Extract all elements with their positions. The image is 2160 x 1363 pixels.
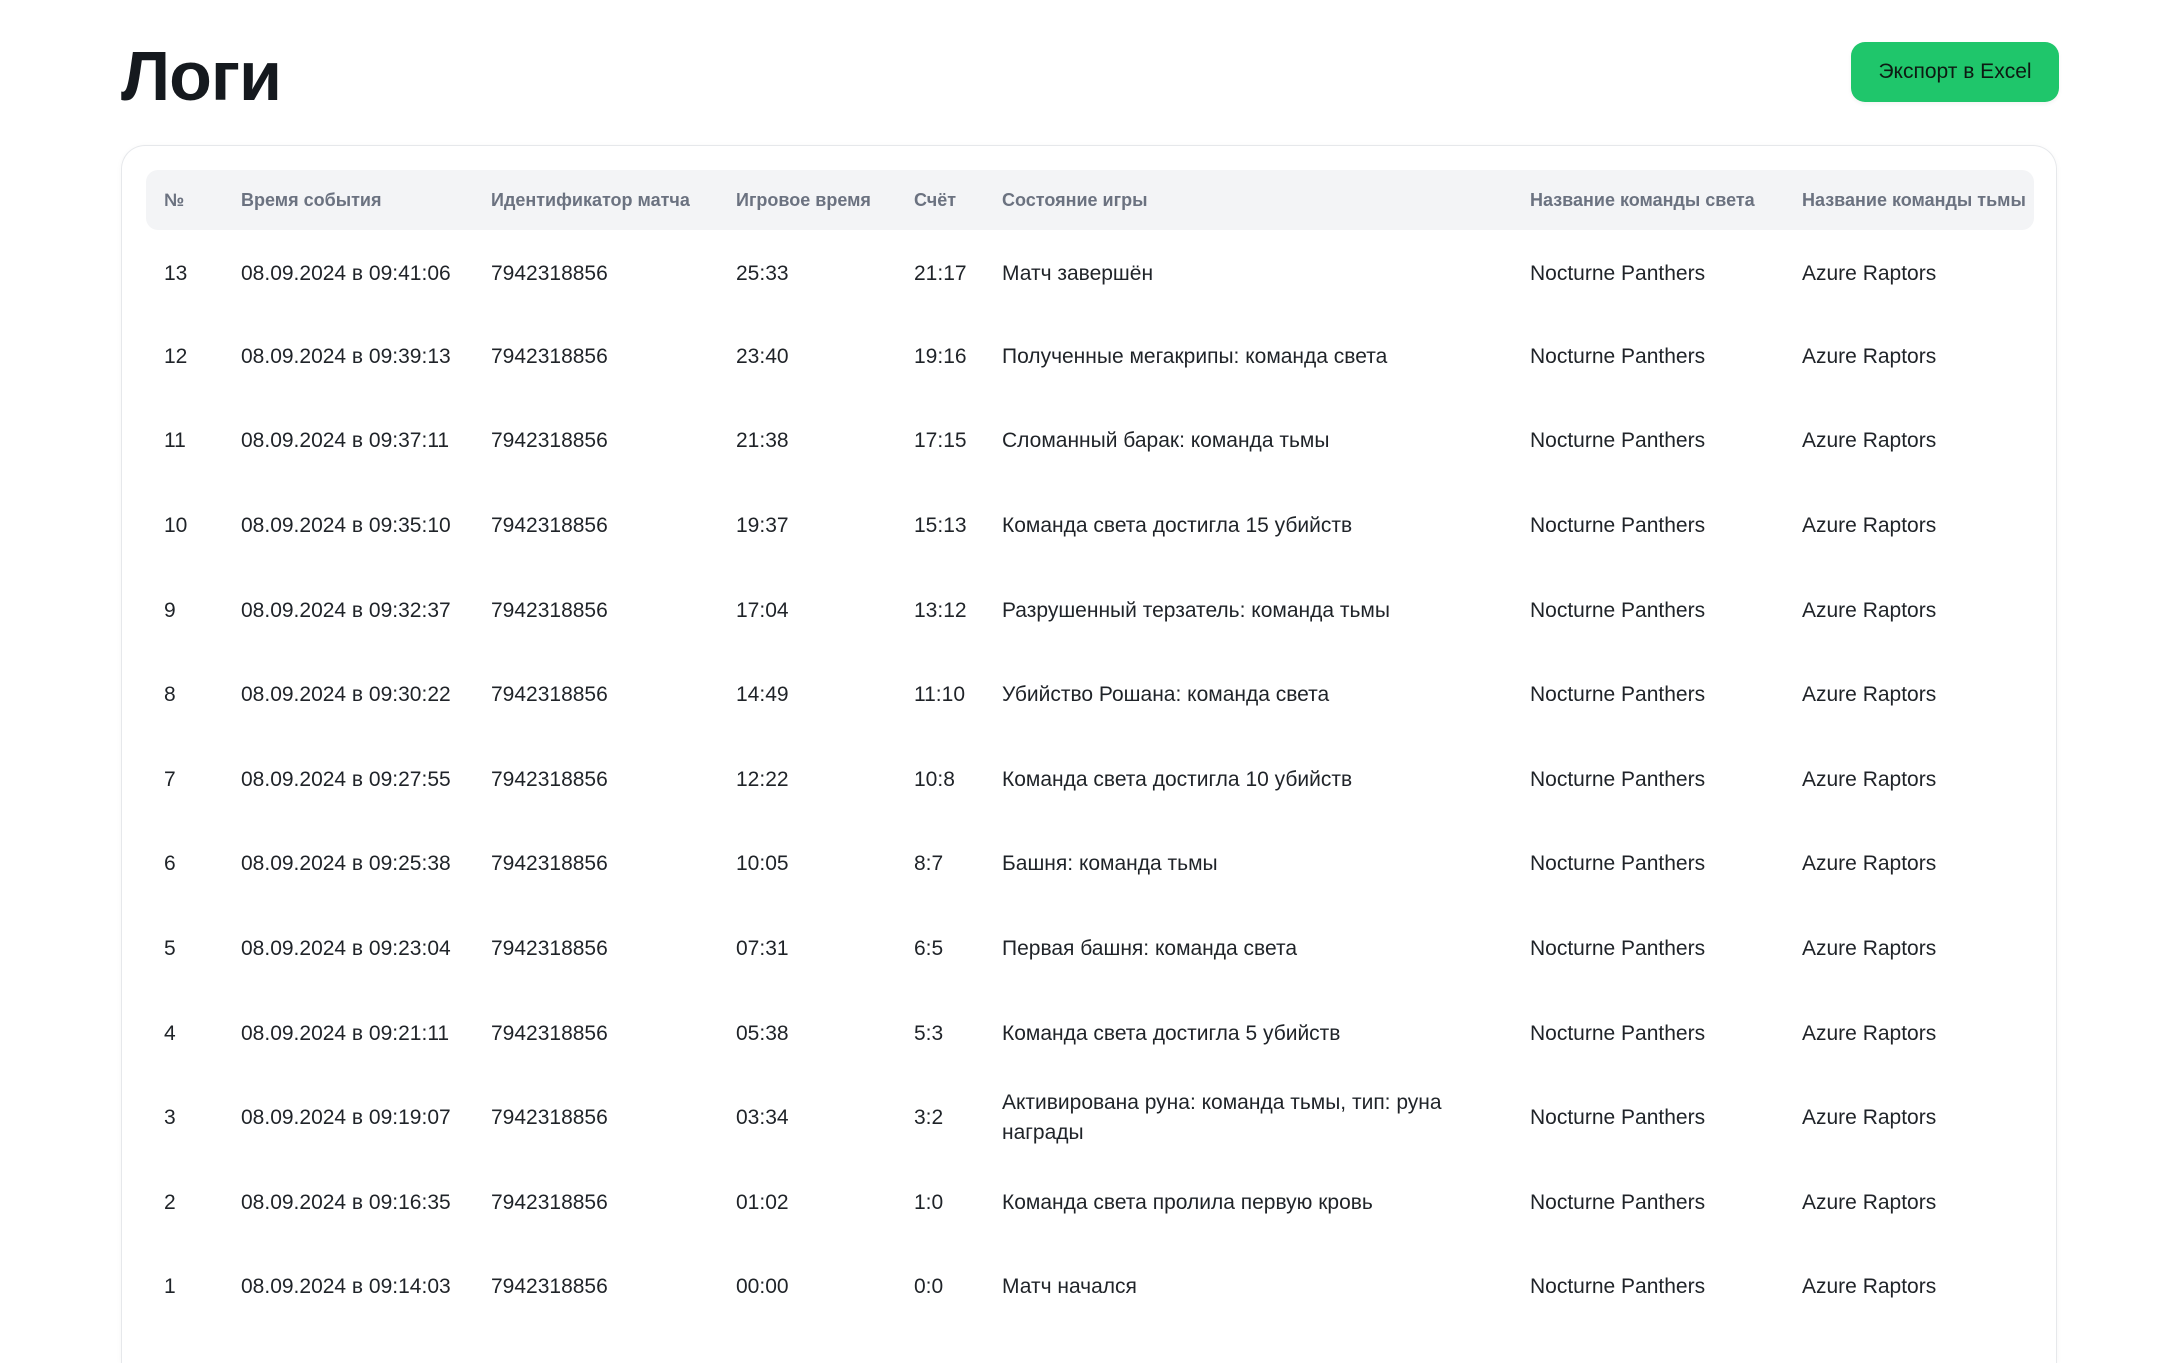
- header-light-team: Название команды света: [1512, 170, 1784, 230]
- cell-game-time: 19:37: [736, 514, 789, 538]
- cell-num: 13: [164, 262, 188, 286]
- cell-match-id: 7942318856: [491, 598, 608, 622]
- cell-game-state: Разрушенный терзатель: команда тьмы: [1002, 598, 1390, 622]
- cell-game-time: 25:33: [736, 262, 789, 286]
- cell-event-time: 08.09.2024 в 09:21:11: [241, 1021, 450, 1045]
- cell-num: 3: [164, 1106, 176, 1130]
- cell-dark-team: Azure Raptors: [1802, 344, 1937, 368]
- cell-game-time: 12:22: [736, 767, 789, 791]
- cell-match-id: 7942318856: [491, 852, 608, 876]
- cell-game-time: 23:40: [736, 344, 789, 368]
- cell-light-team: Nocturne Panthers: [1530, 429, 1706, 453]
- table-row: [146, 1161, 2034, 1246]
- cell-dark-team: Azure Raptors: [1802, 937, 1937, 961]
- table-row: [146, 653, 2034, 738]
- cell-event-time: 08.09.2024 в 09:39:13: [241, 344, 451, 368]
- cell-event-time: 08.09.2024 в 09:23:04: [241, 937, 451, 961]
- cell-event-time: 08.09.2024 в 09:32:37: [241, 598, 451, 622]
- cell-score: 5:3: [914, 1021, 944, 1045]
- table-row: [146, 822, 2034, 907]
- table-header-row: [146, 170, 2034, 230]
- table-row: [146, 907, 2034, 992]
- cell-light-team: Nocturne Panthers: [1530, 262, 1706, 286]
- export-excel-button[interactable]: Экспорт в Excel: [1851, 42, 2059, 102]
- cell-match-id: 7942318856: [491, 1190, 608, 1214]
- cell-game-state: Активирована руна: команда тьмы, тип: руна награды: [1002, 1091, 1442, 1145]
- cell-light-team: Nocturne Panthers: [1530, 1190, 1706, 1214]
- cell-game-state: Сломанный барак: команда тьмы: [1002, 429, 1330, 453]
- cell-num: 9: [164, 598, 176, 622]
- cell-match-id: 7942318856: [491, 767, 608, 791]
- cell-event-time: 08.09.2024 в 09:41:06: [241, 262, 451, 286]
- cell-num: 10: [164, 514, 188, 538]
- cell-game-state: Башня: команда тьмы: [1002, 852, 1218, 876]
- table-row: [146, 991, 2034, 1076]
- cell-event-time: 08.09.2024 в 09:27:55: [241, 767, 451, 791]
- cell-match-id: 7942318856: [491, 344, 608, 368]
- cell-game-time: 00:00: [736, 1275, 789, 1299]
- cell-score: 21:17: [914, 262, 967, 286]
- cell-game-state: Команда света пролила первую кровь: [1002, 1190, 1373, 1214]
- cell-score: 0:0: [914, 1275, 944, 1299]
- cell-score: 17:15: [914, 429, 967, 453]
- cell-game-state: Команда света достигла 10 убийств: [1002, 767, 1353, 791]
- cell-dark-team: Azure Raptors: [1802, 514, 1937, 538]
- cell-match-id: 7942318856: [491, 683, 608, 707]
- cell-event-time: 08.09.2024 в 09:14:03: [241, 1275, 451, 1299]
- logs-table-card: [121, 145, 2057, 1363]
- cell-light-team: Nocturne Panthers: [1530, 344, 1706, 368]
- header-score: Счёт: [896, 170, 984, 230]
- cell-score: 13:12: [914, 598, 967, 622]
- cell-event-time: 08.09.2024 в 09:25:38: [241, 852, 451, 876]
- cell-game-time: 07:31: [736, 937, 789, 961]
- cell-num: 2: [164, 1190, 176, 1214]
- cell-game-state: Команда света достигла 15 убийств: [1002, 514, 1353, 538]
- cell-light-team: Nocturne Panthers: [1530, 1275, 1706, 1299]
- table-row: [146, 399, 2034, 484]
- table-body: [146, 230, 2034, 1330]
- cell-game-state: Матч начался: [1002, 1275, 1137, 1299]
- header-match-id: Идентификатор матча: [473, 170, 718, 230]
- cell-game-time: 05:38: [736, 1021, 789, 1045]
- cell-score: 10:8: [914, 767, 955, 791]
- cell-light-team: Nocturne Panthers: [1530, 1106, 1706, 1130]
- cell-score: 11:10: [914, 683, 965, 707]
- cell-game-state: Полученные мегакрипы: команда света: [1002, 344, 1388, 368]
- cell-dark-team: Azure Raptors: [1802, 1106, 1937, 1130]
- cell-light-team: Nocturne Panthers: [1530, 767, 1706, 791]
- cell-game-time: 17:04: [736, 598, 789, 622]
- cell-num: 11: [164, 429, 186, 453]
- cell-dark-team: Azure Raptors: [1802, 1021, 1937, 1045]
- table-row: [146, 230, 2034, 315]
- cell-game-state: Матч завершён: [1002, 262, 1154, 286]
- cell-game-time: 21:38: [736, 429, 789, 453]
- cell-dark-team: Azure Raptors: [1802, 852, 1937, 876]
- table-row: [146, 315, 2034, 400]
- cell-event-time: 08.09.2024 в 09:37:11: [241, 429, 450, 453]
- cell-score: 3:2: [914, 1106, 944, 1130]
- cell-light-team: Nocturne Panthers: [1530, 598, 1706, 622]
- cell-event-time: 08.09.2024 в 09:19:07: [241, 1106, 451, 1130]
- header-game-time: Игровое время: [718, 170, 896, 230]
- cell-event-time: 08.09.2024 в 09:16:35: [241, 1190, 451, 1214]
- cell-match-id: 7942318856: [491, 1106, 608, 1130]
- cell-match-id: 7942318856: [491, 1021, 608, 1045]
- cell-match-id: 7942318856: [491, 937, 608, 961]
- table-header: [146, 170, 2034, 230]
- header-dark-team: Название команды тьмы: [1784, 170, 2034, 230]
- cell-game-state: Команда света достигла 5 убийств: [1002, 1021, 1341, 1045]
- table-row: [146, 738, 2034, 823]
- page-title: Логи: [121, 37, 282, 115]
- cell-score: 15:13: [914, 514, 967, 538]
- cell-light-team: Nocturne Panthers: [1530, 514, 1706, 538]
- cell-game-state: Первая башня: команда света: [1002, 937, 1298, 961]
- cell-dark-team: Azure Raptors: [1802, 598, 1937, 622]
- cell-light-team: Nocturne Panthers: [1530, 1021, 1706, 1045]
- cell-match-id: 7942318856: [491, 1275, 608, 1299]
- cell-score: 6:5: [914, 937, 944, 961]
- table-row: [146, 1076, 2034, 1161]
- cell-dark-team: Azure Raptors: [1802, 262, 1937, 286]
- table-row: [146, 568, 2034, 653]
- header-num: №: [146, 170, 223, 230]
- cell-num: 4: [164, 1021, 176, 1045]
- cell-event-time: 08.09.2024 в 09:35:10: [241, 514, 451, 538]
- cell-light-team: Nocturne Panthers: [1530, 683, 1706, 707]
- cell-dark-team: Azure Raptors: [1802, 1190, 1937, 1214]
- cell-match-id: 7942318856: [491, 514, 608, 538]
- cell-game-time: 03:34: [736, 1106, 789, 1130]
- cell-num: 8: [164, 683, 176, 707]
- cell-dark-team: Azure Raptors: [1802, 1275, 1937, 1299]
- cell-event-time: 08.09.2024 в 09:30:22: [241, 683, 451, 707]
- cell-match-id: 7942318856: [491, 262, 608, 286]
- cell-game-time: 10:05: [736, 852, 789, 876]
- cell-light-team: Nocturne Panthers: [1530, 852, 1706, 876]
- cell-num: 5: [164, 937, 176, 961]
- cell-num: 12: [164, 344, 188, 368]
- cell-light-team: Nocturne Panthers: [1530, 937, 1706, 961]
- table-row: [146, 1245, 2034, 1330]
- cell-game-time: 14:49: [736, 683, 789, 707]
- page-header: [121, 36, 2059, 116]
- cell-dark-team: Azure Raptors: [1802, 683, 1937, 707]
- cell-game-state: Убийство Рошана: команда света: [1002, 683, 1330, 707]
- cell-num: 6: [164, 852, 176, 876]
- header-event-time: Время события: [223, 170, 473, 230]
- cell-match-id: 7942318856: [491, 429, 608, 453]
- logs-table: [146, 170, 2034, 1330]
- cell-num: 7: [164, 767, 176, 791]
- cell-dark-team: Azure Raptors: [1802, 767, 1937, 791]
- table-row: [146, 484, 2034, 569]
- cell-score: 19:16: [914, 344, 967, 368]
- cell-score: 1:0: [914, 1190, 944, 1214]
- cell-game-time: 01:02: [736, 1190, 789, 1214]
- cell-score: 8:7: [914, 852, 944, 876]
- cell-dark-team: Azure Raptors: [1802, 429, 1937, 453]
- header-game-state: Состояние игры: [984, 170, 1512, 230]
- cell-num: 1: [164, 1275, 176, 1299]
